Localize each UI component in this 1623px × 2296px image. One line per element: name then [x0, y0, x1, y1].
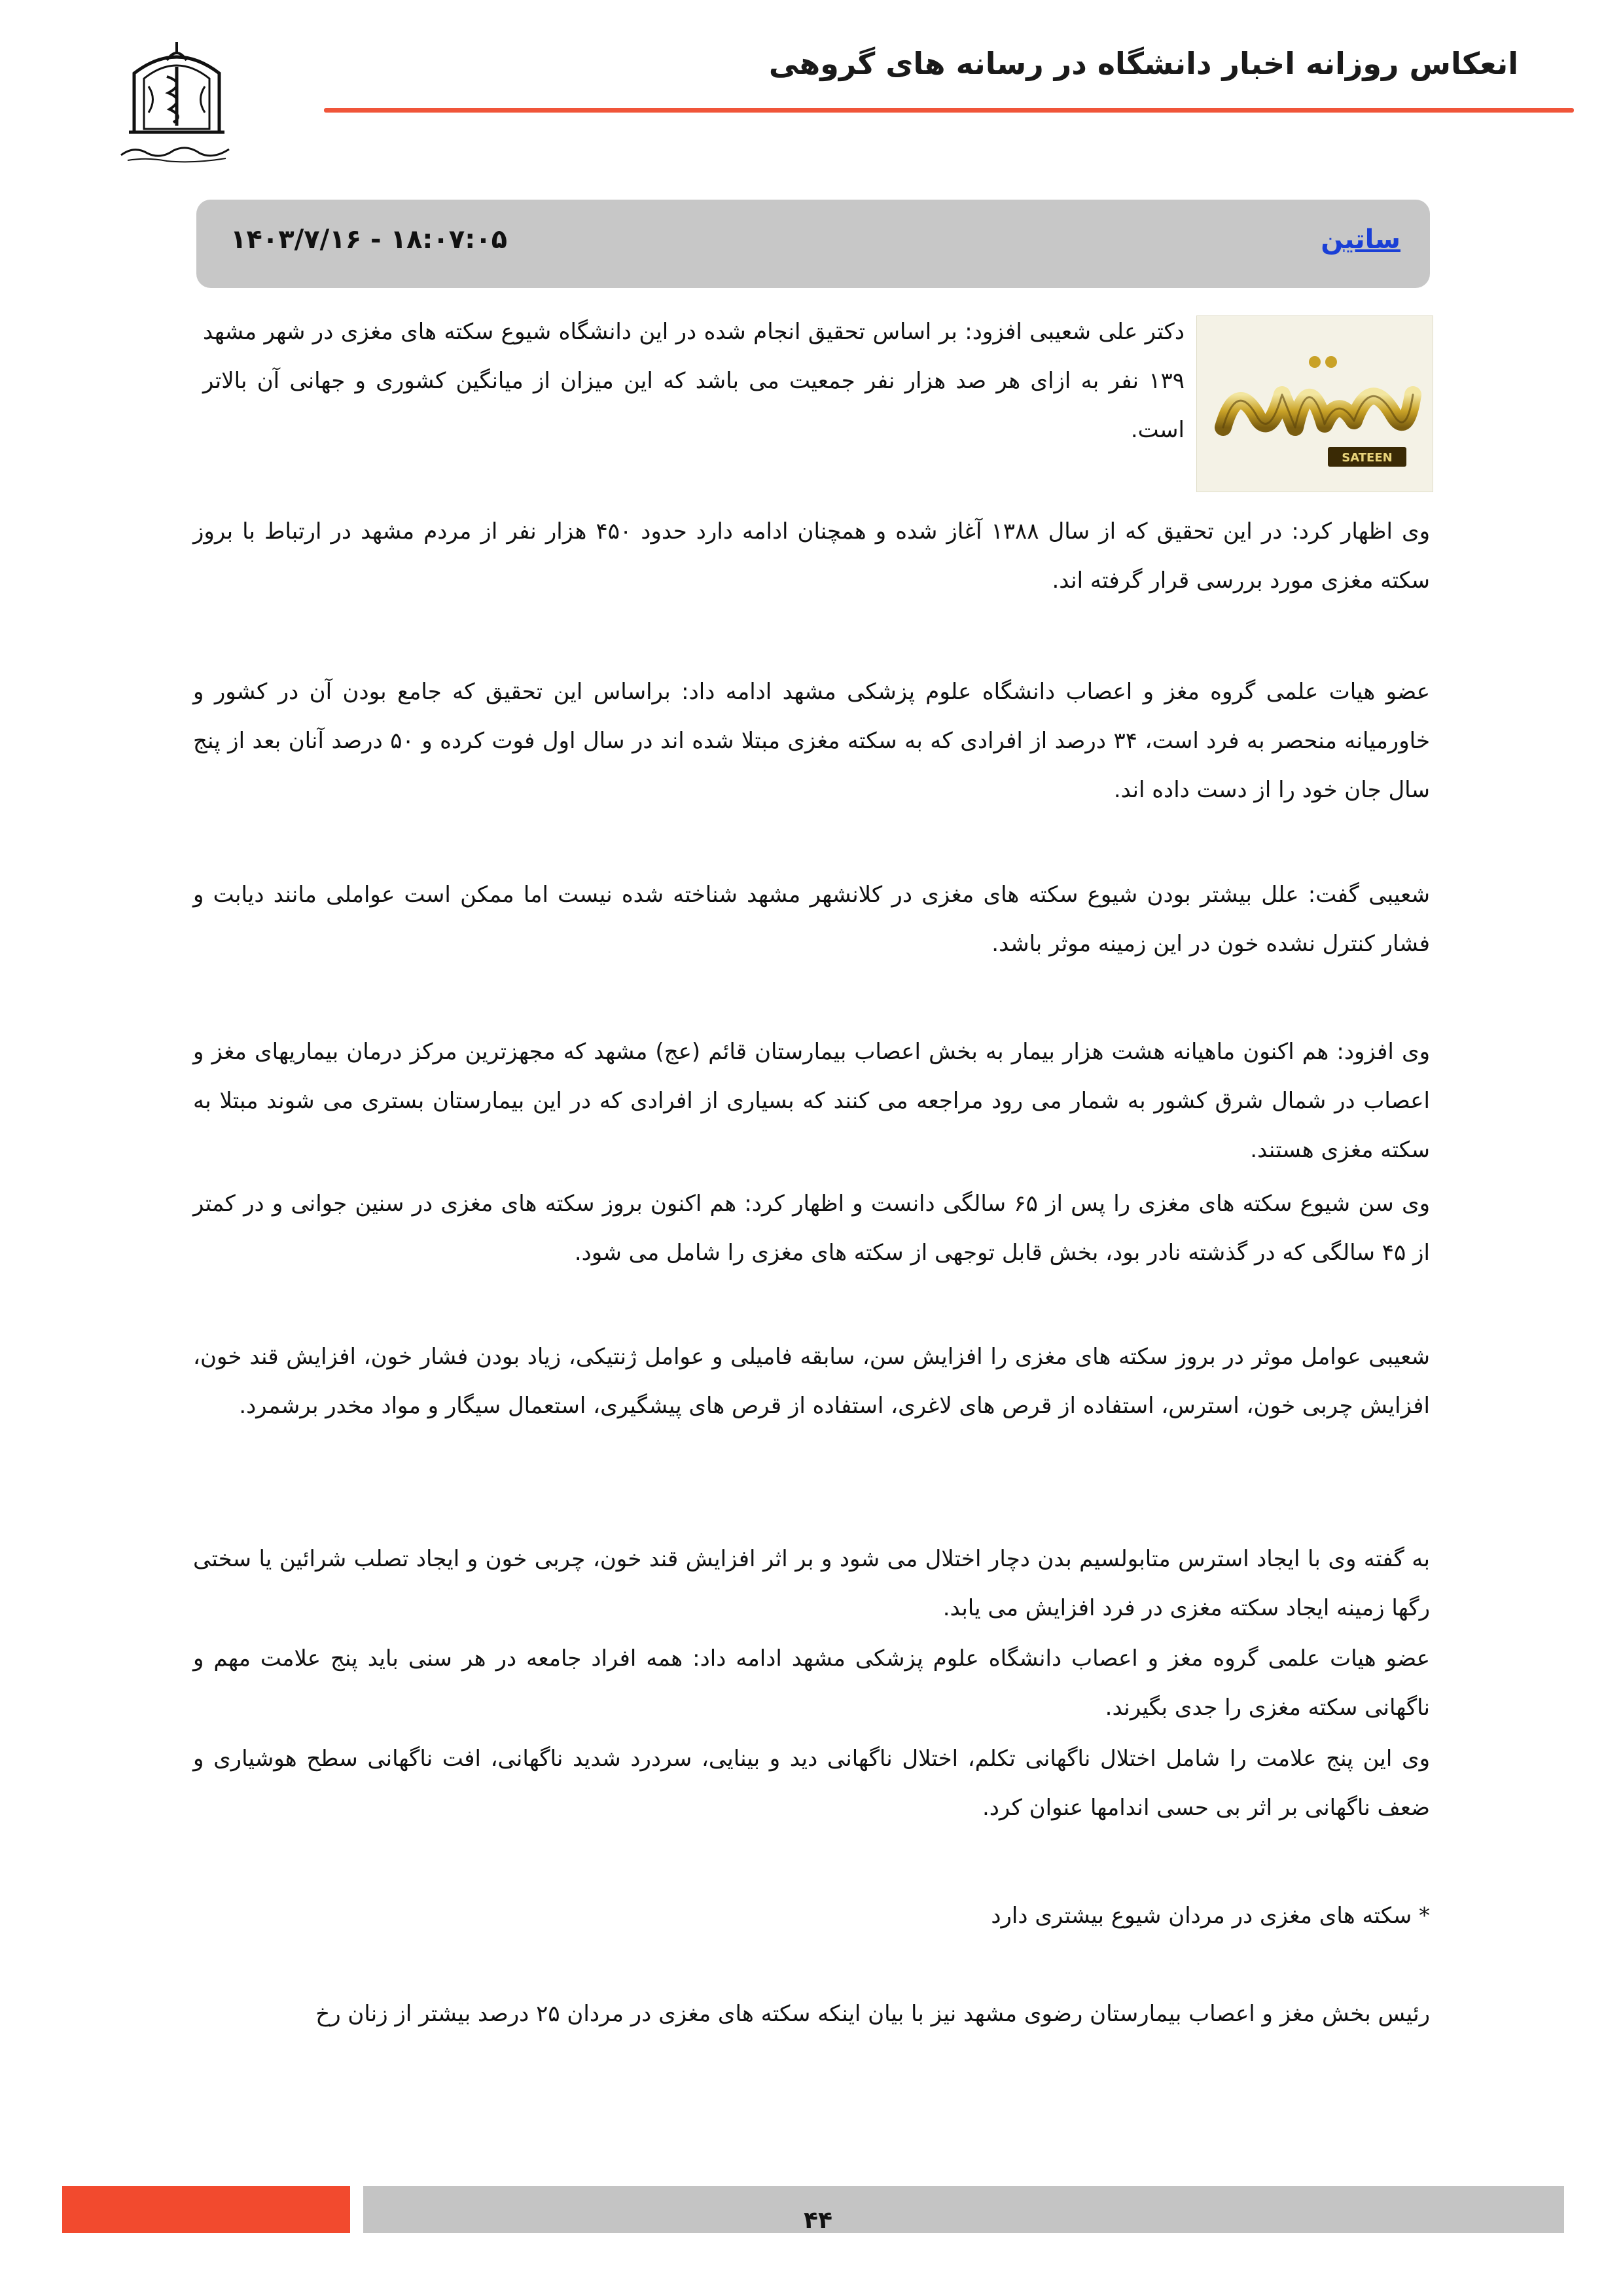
page-header-title: انعکاس روزانه اخبار دانشگاه در رسانه های گروهی: [768, 46, 1518, 81]
publish-datetime: ۱۴۰۳/۷/۱۶ - ۱۸:۰۷:۰۵: [230, 224, 508, 255]
article-subheading: * سکته های مغزی در مردان شیوع بیشتری دارد: [991, 1903, 1430, 1929]
page-number: ۴۴: [804, 2207, 832, 2234]
sateen-logo-icon: [1197, 316, 1433, 492]
footer-accent-block: [62, 2186, 350, 2233]
source-link[interactable]: ساتین: [1321, 224, 1400, 255]
university-emblem-icon: [108, 34, 245, 165]
article-paragraph-10: وی این پنج علامت را شامل اختلال ناگهانی تکلم، اختلال ناگهانی دید و بینایی، سردرد شدید ناگهانی، افت ناگهانی سطح هوشیاری و ضعف ناگهانی بر اثر بی حسی اندامها عنوان کرد.: [193, 1746, 1430, 1821]
footer-bar: [363, 2186, 1564, 2233]
source-info-bar: [196, 200, 1430, 288]
header-divider: [324, 108, 1574, 113]
university-logo: [108, 34, 245, 165]
article-paragraph-5: وی افزود: هم اکنون ماهیانه هشت هزار بیمار به بخش اعصاب بیمارستان قائم (عج) مشهد که مجهزترین مرکز درمان بیماریهای مغز و اعصاب در شمال شرق کشور به شمار می رود مراجعه می کنند که بسیاری از افرادی که در این بیمارستان بستری می شوند مبتلا به سکته مغزی هستند.: [193, 1039, 1430, 1163]
article-paragraph-11: رئیس بخش مغز و اعصاب بیمارستان رضوی مشهد نیز با بیان اینکه سکته های مغزی در مردان ۲۵ درصد بیشتر از زنان رخ: [315, 2001, 1430, 2027]
article-paragraph-4: شعیبی گفت: علل بیشتر بودن شیوع سکته های مغزی در کلانشهر مشهد شناخته شده نیست اما ممکن است عواملی مانند دیابت و فشار کنترل نشده خون در این زمینه موثر باشد.: [193, 882, 1430, 957]
article-paragraph-8: به گفته وی با ایجاد استرس متابولسیم بدن دچار اختلال می شود و بر اثر افزایش قند خون، چربی خون و ایجاد تصلب شرائین یا سختی رگها زمینه ایجاد سکته مغزی در فرد افزایش می یابد.: [193, 1546, 1430, 1621]
article-paragraph-3: عضو هیات علمی گروه مغز و اعصاب دانشگاه علوم پزشکی مشهد ادامه داد: براساس این تحقیق که جامع بودن آن در کشور و خاورمیانه منحصر به فرد است، ۳۴ درصد از افرادی که به سکته مغزی مبتلا شده اند در سال اول فوت کرده و ۵۰ درصد آنان بعد از پنج سال جان خود را از دست داده اند.: [193, 679, 1431, 803]
article-paragraph-7: شعیبی عوامل موثر در بروز سکته های مغزی را افزایش سن، سابقه فامیلی و عوامل ژنتیکی، زیاد بودن فشار خون، افزایش قند خون، افزایش چربی خون، استرس، استفاده از قرص های لاغری، استفاده از قرص های پیشگیری، استعمال سیگار و مواد مخدر برشمرد.: [193, 1344, 1430, 1419]
article-paragraph-1: دکتر علی شعیبی افزود: بر اساس تحقیق انجام شده در این دانشگاه شیوع سکته های مغزی در شهر مشهد ۱۳۹ نفر به ازای هر صد هزار نفر جمعیت می باشد که این میزان از میانگین کشوری و جهانی آن بالاتر است.: [203, 319, 1185, 443]
source-logo-thumbnail: [1196, 315, 1433, 492]
article-paragraph-2: وی اظهار کرد: در این تحقیق که از سال ۱۳۸۸ آغاز شده و همچنان ادامه دارد حدود ۴۵۰ هزار نفر از مردم مشهد در ارتباط با بروز سکته مغزی مورد بررسی قرار گرفته اند.: [193, 518, 1430, 594]
article-paragraph-6: وی سن شیوع سکته های مغزی را پس از ۶۵ سالگی دانست و اظهار کرد: هم اکنون بروز سکته های مغزی در سنین جوانی و در کمتر از ۴۵ سالگی که در گذشته نادر بود، بخش قابل توجهی از سکته های مغزی را شامل می شود.: [193, 1191, 1430, 1266]
article-paragraph-9: عضو هیات علمی گروه مغز و اعصاب دانشگاه علوم پزشکی مشهد ادامه داد: همه افراد جامعه در هر سنی باید پنج علامت مهم و ناگهانی سکته مغزی را جدی بگیرند.: [193, 1645, 1430, 1721]
thumbnail-subtext: SATEEN: [1342, 451, 1393, 465]
